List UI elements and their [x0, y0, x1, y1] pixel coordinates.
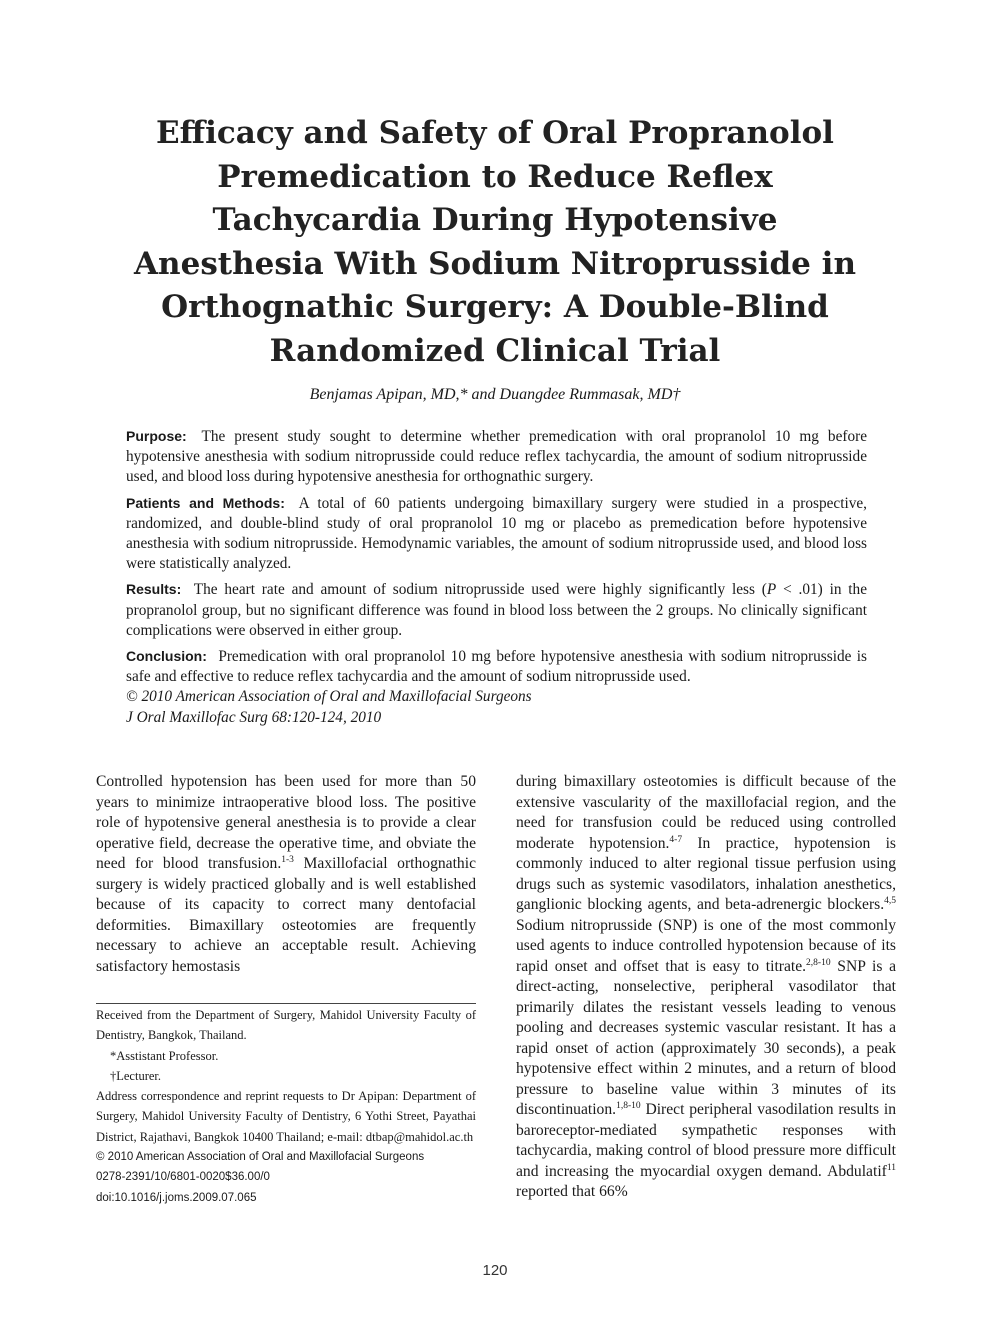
- footnote-divider: [96, 1003, 476, 1004]
- abstract-conclusion: [126, 646, 867, 687]
- body-text: during bimaxillary osteotomies is difficult because of the extensive vascularity of the maxillofacial region, and the need for transfusion could be reduced using controlled moderate hypotension.: [516, 773, 896, 852]
- journal-citation: J Oral Maxillofac Surg 68:120-124, 2010: [126, 708, 382, 726]
- results-text: The heart rate and amount of sodium nitroprusside used were highly significantly less (: [193, 581, 767, 599]
- reference-link[interactable]: 11: [886, 1162, 896, 1173]
- footnote-lecturer: †Lecturer.: [110, 1068, 162, 1083]
- title-line: Premedication to Reduce Reflex: [217, 158, 773, 195]
- reference-link[interactable]: 1-3: [281, 854, 294, 865]
- abstract: [126, 426, 867, 728]
- footnote-assistant: *Asstistant Professor.: [110, 1048, 219, 1063]
- body-text: Direct peripheral vasodilation results in baroreceptor-mediated sympathetic responses with tachycardia, making control of blood pressure more difficult and increasing the myocardial oxygen demand. Abdulatif: [516, 1101, 896, 1180]
- article-title: [110, 112, 880, 373]
- results-text-cont: < .01) in the propranolol group, but no significant difference was found in blood loss between the 2 groups. No clinically significant complications were observed in either group.: [126, 581, 867, 639]
- body-text: In practice, hypotension is commonly induced to alter regional tissue perfusion using drugs such as systemic vasodilators, inhalation anesthetics, ganglionic blocking agents, and beta-adrenergic blockers.: [516, 834, 896, 913]
- p-value-symbol: P: [766, 581, 777, 599]
- footnote-address: Address correspondence and reprint requests to Dr Apipan: Department of Surgery, Mahidol University Faculty of Dentistry, 6 Yothi Street, Payathai District, Rajathavi, Bangkok 10400 Thailand; e-mail: dtbap@mahidol.ac.th: [96, 1089, 476, 1144]
- results-label: Results:: [126, 581, 182, 598]
- body-text: reported that 66%: [516, 1183, 628, 1200]
- page-number: 120: [482, 1262, 508, 1279]
- abstract-methods: [126, 493, 867, 575]
- methods-text: A total of 60 patients undergoing bimaxillary surgery were studied in a prospective, randomized, and double-blind study of oral propranolol 10 mg or placebo as premedication before hypotensive anesthesia with sodium nitroprusside. Hemodynamic variables, the amount of sodium nitroprusside used, and blood loss were statistically analyzed.: [126, 494, 867, 573]
- purpose-text: The present study sought to determine whether premedication with oral propranolol 10 mg before hypotensive anesthesia with sodium nitroprusside could reduce reflex tachycardia, the amount of sodium nitroprusside used, and blood loss during hypotensive anesthesia for orthognathic surgery.: [126, 428, 867, 486]
- abstract-purpose: [126, 426, 867, 488]
- body-column-left: [96, 772, 476, 977]
- body-text: SNP is a direct-acting, nonselective, peripheral vasodilator that primarily dilates the resistant vessels leading to venous pooling and decreases systemic vascular resistant. It has a rapid onset of action (approximately 30 seconds), a peak hypotensive effect within 2 minutes, and a return of blood pressure to baseline value within 3 minutes of its discontinuation.: [516, 957, 896, 1118]
- body-text: Maxillofacial orthognathic surgery is widely practiced globally and is well established because of its capacity to correct many dentofacial deformities. Bimaxillary osteotomies are frequently necessary to achieve an acceptable result. Achieving satisfactory hemostasis: [96, 855, 476, 975]
- reference-link[interactable]: 2,8-10: [806, 957, 831, 968]
- body-text: Sodium nitroprusside (SNP) is one of the most commonly used agents to induce controlled hypotension because of its rapid onset and offset that is easy to titrate.: [516, 916, 896, 975]
- title-line: Randomized Clinical Trial: [269, 332, 721, 369]
- purpose-label: Purpose:: [126, 428, 187, 444]
- footnotes: [96, 1005, 476, 1208]
- reference-link[interactable]: 4-7: [669, 834, 683, 845]
- footnote-copyright: © 2010 American Association of Oral and Maxillofacial Surgeons: [96, 1151, 425, 1164]
- body-text: Controlled hypotension has been used for more than 50 years to minimize intraoperative blood loss. The positive role of hypotensive general anesthesia is to provide a clear operative field, decrease the operative time, and obviate the need for blood transfusion.: [96, 773, 476, 872]
- conclusion-label: Conclusion:: [126, 648, 207, 665]
- reference-link[interactable]: 4,5: [884, 895, 896, 906]
- reference-link[interactable]: 1,8-10: [616, 1100, 641, 1111]
- footnote-received: Received from the Department of Surgery, Mahidol University Faculty of Dentistry, Bangkok, Thailand.: [96, 1008, 476, 1043]
- author-list: Benjamas Apipan, MD,* and Duangdee Rummasak, MD†: [309, 386, 681, 403]
- abstract-results: [126, 579, 867, 641]
- title-line: Tachycardia During Hypotensive: [212, 202, 778, 238]
- footnote-doi[interactable]: doi:10.1016/j.joms.2009.07.065: [96, 1191, 257, 1204]
- title-line: Orthognathic Surgery: A Double-Blind: [161, 289, 829, 325]
- methods-label: Patients and Methods:: [126, 494, 285, 511]
- footnote-issn: 0278-2391/10/6801-0020$36.00/0: [96, 1171, 270, 1184]
- title-line: Anesthesia With Sodium Nitroprusside in: [134, 245, 856, 282]
- body-column-right: [516, 772, 896, 1203]
- title-line: Efficacy and Safety of Oral Propranolol: [156, 115, 834, 151]
- abstract-copyright: © 2010 American Association of Oral and Maxillofacial Surgeons: [126, 688, 532, 706]
- conclusion-text: Premedication with oral propranolol 10 mg before hypotensive anesthesia with sodium nitroprusside is safe and effective to reduce reflex tachycardia and the amount of sodium nitroprusside used.: [126, 648, 867, 686]
